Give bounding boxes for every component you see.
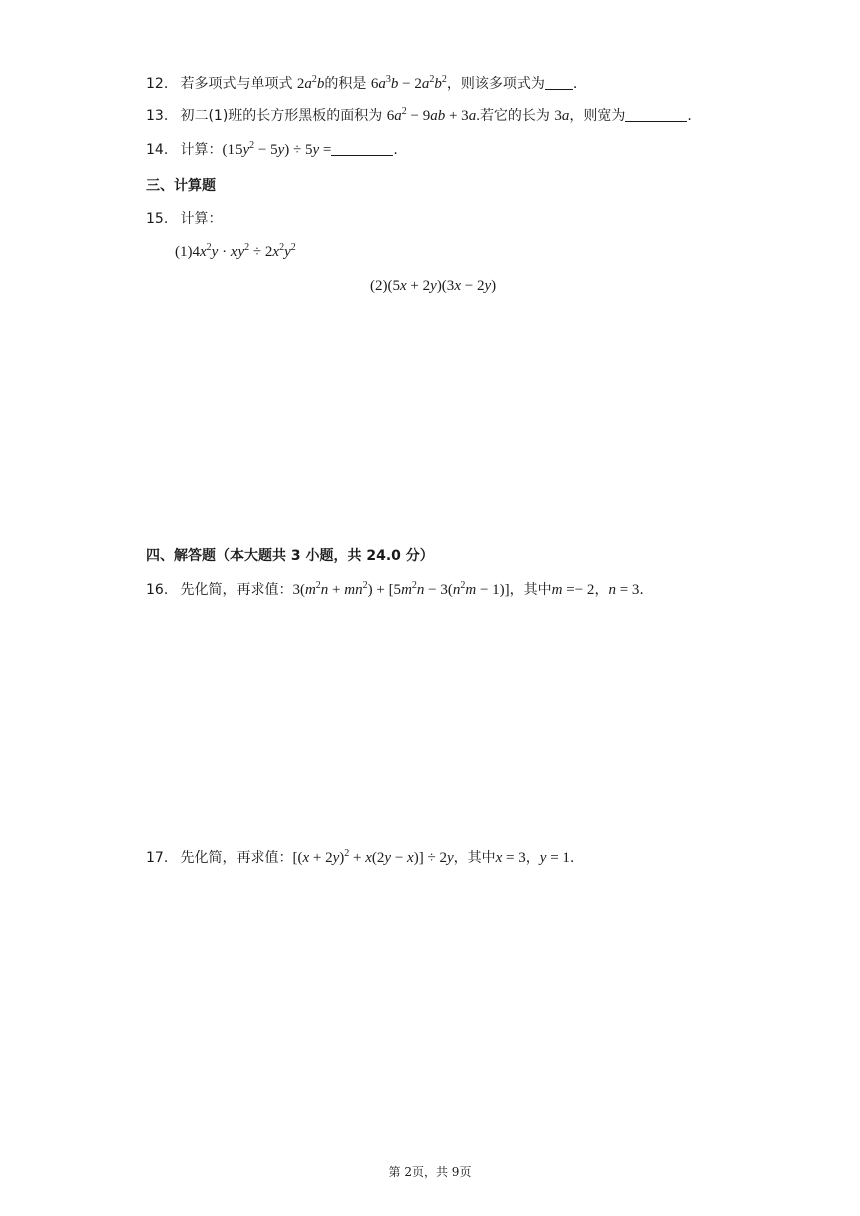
question-number: 13. <box>146 108 169 124</box>
math-expression: 3a <box>554 108 570 124</box>
question-number: 12. <box>146 76 169 92</box>
math-expression: $(15y^2 - 5y) \div 5y$ = <box>222 140 332 158</box>
answer-blank[interactable] <box>331 141 393 156</box>
question-15 <box>146 209 222 229</box>
question-text: 初二(1)班的长方形黑板的面积为 <box>180 108 383 124</box>
part-label: (1) <box>175 244 193 260</box>
period: . <box>569 850 575 866</box>
math-expression: $6a^2 - 9ab + 3a$. <box>386 106 480 124</box>
page-footer: 第 2页，共 9页 <box>388 1165 472 1179</box>
question-number: 15. <box>146 211 169 227</box>
question-14 <box>146 140 398 160</box>
math-expression: (5x + 2y)(3x − 2y) <box>387 278 497 294</box>
question-text: 计算： <box>180 142 223 158</box>
part-label: (2) <box>370 278 388 294</box>
question-text: 若它的长为 <box>479 108 550 124</box>
separator: ， <box>525 850 540 866</box>
question-16 <box>146 580 644 600</box>
question-number: 14. <box>146 142 169 158</box>
question-text: 若多项式与单项式 <box>180 76 293 92</box>
math-expression: $6a^3b - 2a^2b^2$ <box>370 74 447 92</box>
period: . <box>639 582 644 598</box>
answer-blank[interactable] <box>545 75 573 90</box>
question-text: 的积是 <box>324 76 367 92</box>
period: . <box>572 76 578 92</box>
question-12 <box>146 74 577 94</box>
section-heading-3: 三、计算题 <box>146 178 216 194</box>
math-expression: $4x^2y \cdot xy^2 \div 2x^2y^2$ <box>192 242 296 260</box>
question-text: ，则该多项式为 <box>446 76 545 92</box>
question-15-part-2 <box>370 276 496 296</box>
question-number: 16. <box>146 582 169 598</box>
question-13 <box>146 106 692 126</box>
math-expression: $[(x + 2y)^2 + x(2y - x)] \div 2y$ <box>292 848 454 866</box>
question-15-part-1 <box>175 242 296 262</box>
separator: ， <box>594 582 609 598</box>
math-expression: n = 3 <box>608 582 640 598</box>
question-text: 先化简，再求值： <box>180 582 293 598</box>
question-text: 计算： <box>180 211 223 227</box>
question-text: ，其中 <box>509 582 552 598</box>
question-text: ，则宽为 <box>569 108 626 124</box>
question-text: ，其中 <box>453 850 496 866</box>
question-text: 先化简，再求值： <box>180 850 293 866</box>
answer-blank[interactable] <box>625 107 687 122</box>
math-expression: x = 3 <box>495 850 526 866</box>
section-heading-4: 四、解答题（本大题共 3 小题，共 24.0 分） <box>146 548 434 564</box>
question-17 <box>146 848 574 868</box>
math-expression: m =− 2 <box>551 582 595 598</box>
math-expression: $2a^2b$ <box>296 74 325 92</box>
math-expression: y = 1 <box>539 850 570 866</box>
period: . <box>393 142 398 158</box>
question-number: 17. <box>146 850 169 866</box>
period: . <box>687 108 692 124</box>
math-expression: $3(m^2n + mn^2) + [5m^2n - 3(n^2m - 1)]$ <box>292 580 510 598</box>
